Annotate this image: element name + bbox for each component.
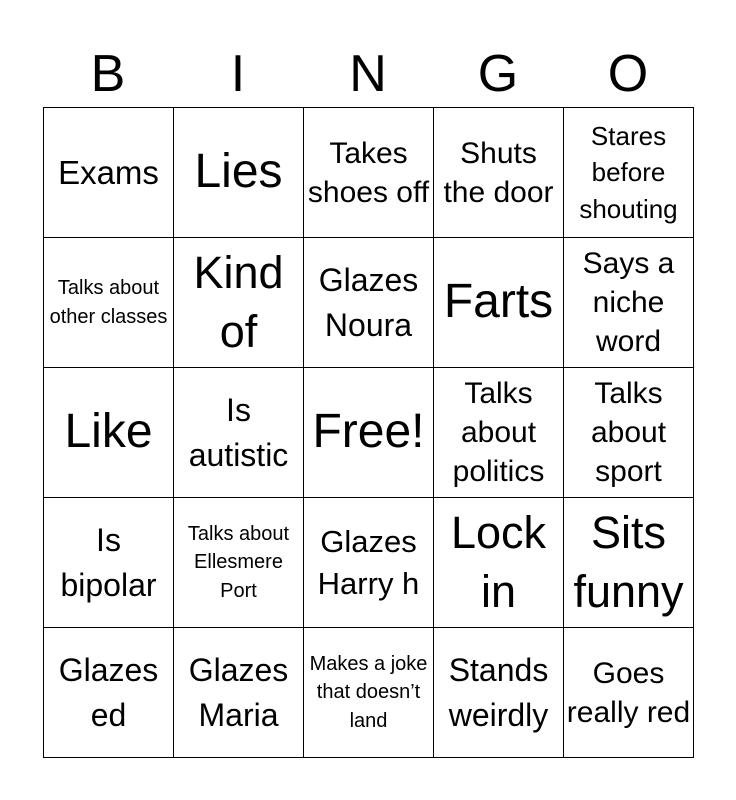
bingo-cell[interactable] <box>174 108 304 238</box>
bingo-cell[interactable] <box>434 628 564 758</box>
cell-text: Glazes ed <box>58 652 159 733</box>
bingo-cell[interactable] <box>44 368 174 498</box>
bingo-cell[interactable] <box>44 628 174 758</box>
cell-text: Glazes Noura <box>318 262 419 343</box>
cell-text: Shuts the door <box>443 136 554 209</box>
cell-text: Talks about sport <box>590 377 667 488</box>
cell-text: Glazes Maria <box>188 652 289 733</box>
bingo-cell[interactable] <box>174 238 304 368</box>
bingo-cell[interactable] <box>304 108 434 238</box>
cell-text: Goes really red <box>566 656 691 729</box>
cell-text: Says a niche word <box>582 247 675 358</box>
bingo-header <box>43 40 693 108</box>
bingo-cell[interactable] <box>564 108 694 238</box>
cell-text: Makes a joke that doesn’t land <box>309 652 428 732</box>
bingo-cell[interactable] <box>434 238 564 368</box>
cell-text: Farts <box>443 275 554 329</box>
cell-text: Exams <box>58 153 159 191</box>
cell-text: Stares before shouting <box>579 120 678 224</box>
free-space: Free! <box>312 405 425 459</box>
cell-text: Glazes Harry h <box>317 523 420 601</box>
bingo-cell[interactable] <box>304 368 434 498</box>
bingo-cell[interactable] <box>304 628 434 758</box>
bingo-cell[interactable] <box>44 238 174 368</box>
bingo-cell[interactable] <box>174 498 304 628</box>
cell-text: Stands weirdly <box>448 652 549 733</box>
bingo-grid <box>43 107 694 758</box>
cell-text: Talks about other classes <box>49 276 168 328</box>
cell-text: Is autistic <box>188 392 289 473</box>
header-letter-g: G <box>477 45 519 103</box>
bingo-cell[interactable] <box>564 368 694 498</box>
bingo-cell[interactable] <box>304 238 434 368</box>
header-letter-i: I <box>230 45 246 103</box>
cell-text: Like <box>64 405 153 459</box>
bingo-cell[interactable] <box>44 108 174 238</box>
cell-text: Talks about politics <box>452 377 545 488</box>
bingo-cell[interactable] <box>434 498 564 628</box>
cell-text: Kind of <box>193 247 284 357</box>
bingo-cell[interactable] <box>434 368 564 498</box>
cell-text: Is bipolar <box>60 522 157 603</box>
header-letter-b: B <box>90 45 126 103</box>
header-letter-o: O <box>607 45 649 103</box>
cell-text: Lock in <box>450 507 547 617</box>
cell-text: Lies <box>194 145 283 199</box>
cell-text: Takes shoes off <box>307 136 430 209</box>
bingo-cell[interactable] <box>44 498 174 628</box>
bingo-cell[interactable] <box>174 628 304 758</box>
cell-text: Sits funny <box>573 507 684 617</box>
header-letter-n: N <box>349 45 387 103</box>
bingo-cell[interactable] <box>564 628 694 758</box>
cell-text: Talks about Ellesmere Port <box>187 522 290 602</box>
bingo-cell[interactable] <box>434 108 564 238</box>
bingo-cell[interactable] <box>564 238 694 368</box>
bingo-cell[interactable] <box>564 498 694 628</box>
bingo-cell[interactable] <box>174 368 304 498</box>
bingo-cell[interactable] <box>304 498 434 628</box>
